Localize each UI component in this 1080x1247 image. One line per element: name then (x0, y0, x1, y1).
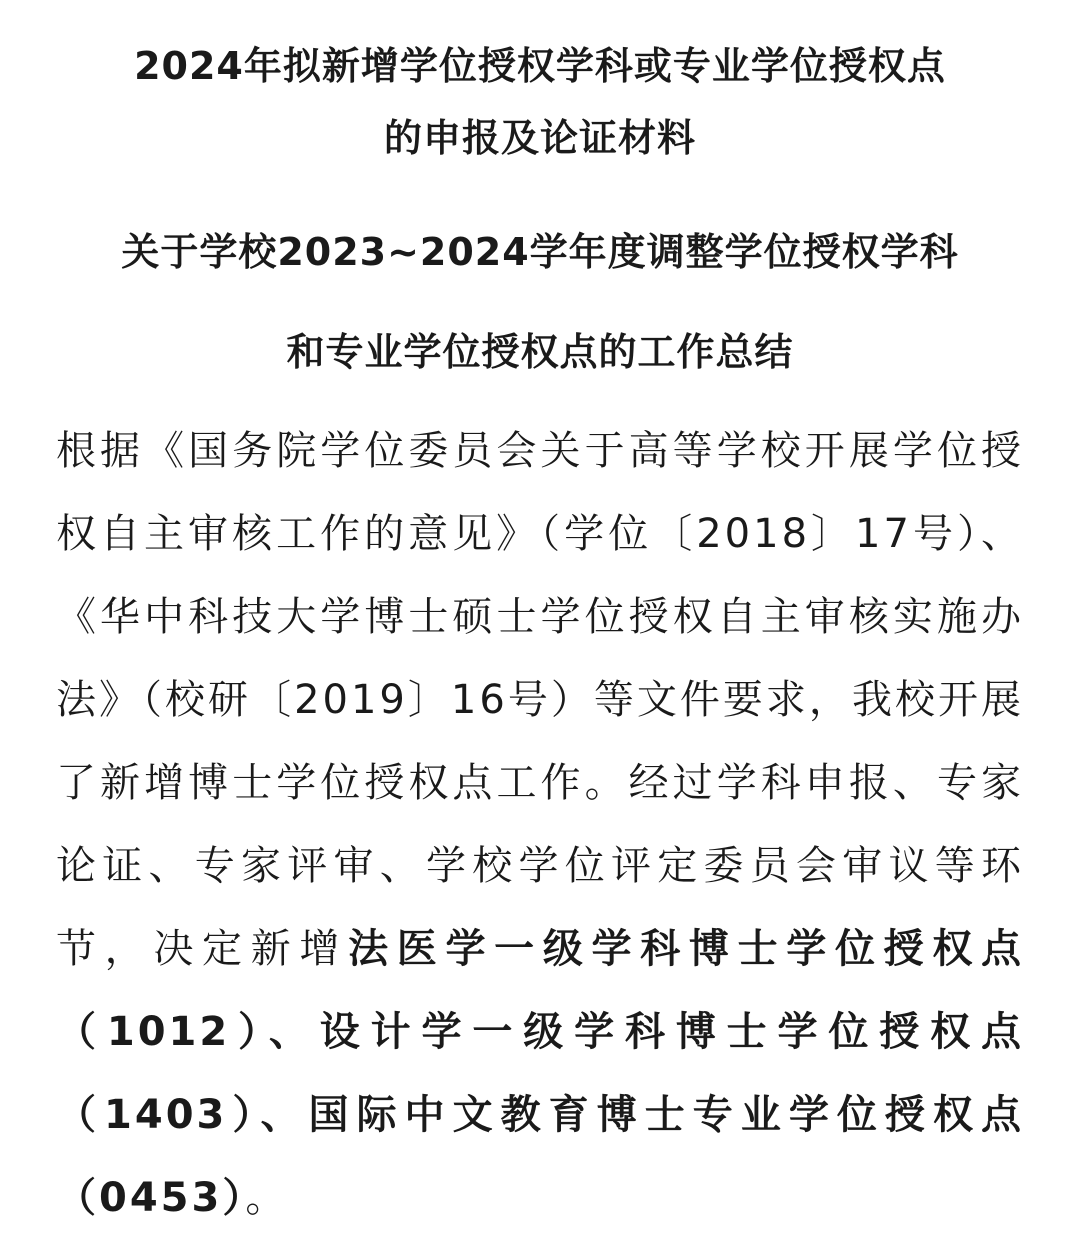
paragraph-bold-text: 法医学一级学科博士学位授权点（1012）、设计学一级学科博士学位授权点（1403）、国际中文教育博士专业学位授权点（0453） (56, 926, 1025, 1221)
main-title (56, 0, 1024, 174)
subtitle (56, 202, 1024, 402)
paragraph-plain-text: 根据《国务院学位委员会关于高等学校开展学位授权自主审核工作的意见》（学位〔2018〕17号）、《华中科技大学博士硕士学位授权自主审核实施办法》（校研〔2019〕16号）等文件要求，我校开展了新增博士学位授权点工作。经过学科申报、专家论证、专家评审、学校学位评定委员会审议等环节，决定新增 (56, 428, 1024, 972)
paragraph-end-punctuation: 。 (245, 1175, 289, 1221)
subtitle-line-2: 和专业学位授权点的工作总结 (286, 330, 794, 374)
main-title-line-2: 的申报及论证材料 (383, 116, 696, 160)
body-paragraph (56, 410, 1024, 1240)
main-title-line-1: 2024年拟新增学位授权学科或专业学位授权点 (134, 44, 946, 88)
subtitle-line-1: 关于学校2023~2024学年度调整学位授权学科 (121, 230, 959, 274)
